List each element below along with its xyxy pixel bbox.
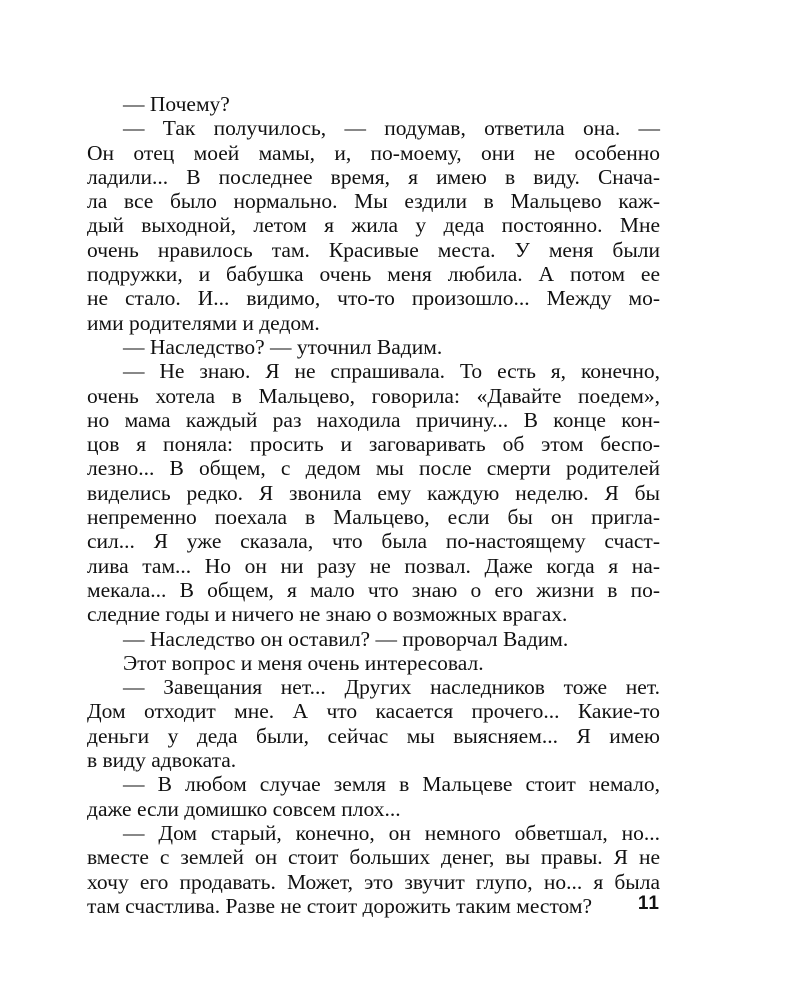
page-number: 11 bbox=[637, 893, 660, 914]
text-line: ладили... В последнее время, я имею в виду. Снача- bbox=[87, 164, 660, 189]
text-line: сил... Я уже сказала, что была по-настоящему счаст- bbox=[87, 529, 660, 554]
text-line: — Наследство он оставил? — проворчал Вадим. bbox=[123, 626, 569, 651]
text-line: вместе с землей он стоит больших денег, вы правы. Я не bbox=[87, 845, 660, 870]
text-line: Дом отходит мне. А что касается прочего... Какие-то bbox=[87, 699, 660, 724]
text-line: цов я поняла: просить и заговаривать об этом беспо- bbox=[87, 432, 660, 457]
text-line: лезно... В общем, с дедом мы после смерти родителей bbox=[87, 456, 660, 481]
text-line: ими родителями и дедом. bbox=[87, 310, 320, 335]
text-line: Он отец моей мамы, и, по-моему, они не особенно bbox=[87, 140, 660, 165]
text-line: дый выходной, летом я жила у деда постоянно. Мне bbox=[87, 213, 660, 238]
text-line: — В любом случае земля в Мальцеве стоит немало, bbox=[123, 772, 660, 797]
text-line: мекала... В общем, я мало что знаю о его жизни в по- bbox=[87, 577, 660, 602]
text-line: — Дом старый, конечно, он немного обветшал, но... bbox=[123, 820, 660, 845]
text-line: даже если домишко совсем плох... bbox=[87, 796, 401, 821]
text-line: лива там... Но он ни разу не позвал. Даже когда я на- bbox=[87, 553, 660, 578]
body-text bbox=[87, 92, 660, 918]
text-line: — Так получилось, — подумав, ответила она. — bbox=[123, 116, 660, 141]
text-line: — Почему? bbox=[123, 92, 230, 116]
text-line: там счастлива. Разве не стоит дорожить таким местом? bbox=[87, 893, 593, 918]
text-line: — Не знаю. Я не спрашивала. То есть я, конечно, bbox=[123, 359, 660, 384]
text-line: непременно поехала в Мальцево, если бы он пригла- bbox=[87, 505, 660, 530]
text-line: подружки, и бабушка очень меня любила. А потом ее bbox=[87, 262, 660, 287]
text-line: — Наследство? — уточнил Вадим. bbox=[123, 334, 443, 359]
text-line: Этот вопрос и меня очень интересовал. bbox=[123, 650, 484, 675]
text-line: очень хотела в Мальцево, говорила: «Давайте поедем», bbox=[87, 383, 660, 408]
text-line: виделись редко. Я звонила ему каждую неделю. Я бы bbox=[87, 480, 660, 505]
text-line: деньги у деда были, сейчас мы выясняем... Я имею bbox=[87, 723, 660, 748]
text-line: в виду адвоката. bbox=[87, 748, 237, 773]
text-line: очень нравилось там. Красивые места. У меня были bbox=[87, 237, 660, 262]
text-line: хочу его продавать. Может, это звучит глупо, но... я была bbox=[87, 869, 660, 894]
text-line: ла все было нормально. Мы ездили в Мальцево каж- bbox=[87, 189, 660, 214]
text-line: но мама каждый раз находила причину... В конце кон- bbox=[87, 407, 660, 432]
text-line: не стало. И... видимо, что-то произошло... Между мо- bbox=[87, 286, 660, 311]
text-line: — Завещания нет... Других наследников тоже нет. bbox=[123, 675, 660, 700]
text-line: следние годы и ничего не знаю о возможных врагах. bbox=[87, 602, 568, 627]
